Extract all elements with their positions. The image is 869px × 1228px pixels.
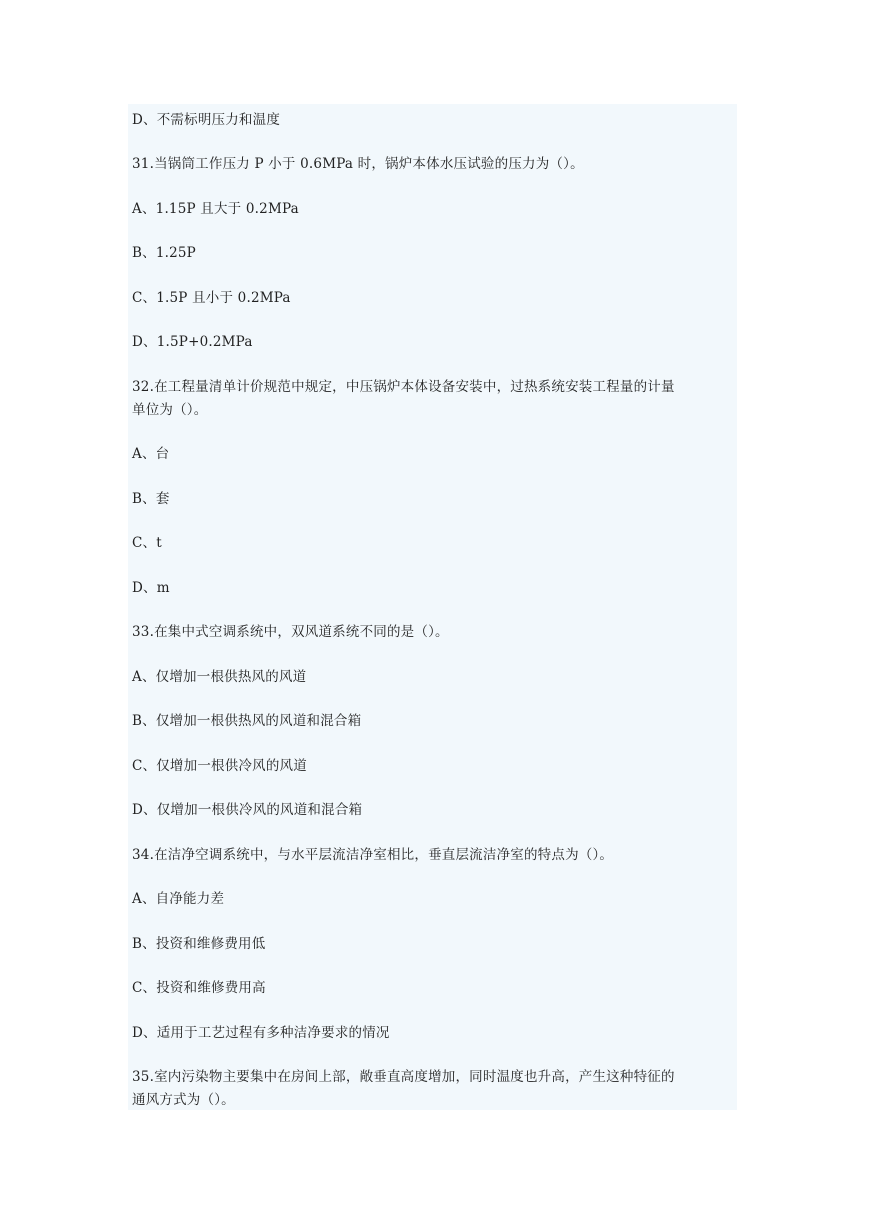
option-b-q31: B、1.25P xyxy=(132,245,196,261)
option-c-q32: C、t xyxy=(132,535,162,551)
option-b-q32: B、套 xyxy=(132,491,170,507)
option-d-q34: D、适用于工艺过程有多种洁净要求的情况 xyxy=(132,1025,390,1041)
option-a-q34: A、自净能力差 xyxy=(132,891,225,907)
question-34: 34.在洁净空调系统中，与水平层流洁净室相比，垂直层流洁净室的特点为（）。 xyxy=(132,847,614,863)
question-33: 33.在集中式空调系统中，双风道系统不同的是（）。 xyxy=(132,624,449,640)
option-d-q31: D、1.5P+0.2MPa xyxy=(132,334,253,350)
option-a-q31: A、1.15P 且大于 0.2MPa xyxy=(132,201,299,217)
option-d-q32: D、m xyxy=(132,580,170,596)
option-b-q33: B、仅增加一根供热风的风道和混合箱 xyxy=(132,713,362,729)
document-body xyxy=(128,104,737,1110)
question-35-line1: 35.室内污染物主要集中在房间上部，敞垂直高度增加，同时温度也升高，产生这种特征的 xyxy=(132,1069,675,1085)
option-d-q30: D、不需标明压力和温度 xyxy=(132,112,281,128)
option-d-q33: D、仅增加一根供冷风的风道和混合箱 xyxy=(132,802,363,818)
question-35-line2: 通风方式为（）。 xyxy=(132,1092,235,1108)
question-32-line1: 32.在工程量清单计价规范中规定，中压锅炉本体设备安装中，过热系统安装工程量的计量 xyxy=(132,379,675,395)
option-c-q34: C、投资和维修费用高 xyxy=(132,980,266,996)
option-a-q33: A、仅增加一根供热风的风道 xyxy=(132,669,307,685)
option-c-q31: C、1.5P 且小于 0.2MPa xyxy=(132,290,291,306)
option-c-q33: C、仅增加一根供冷风的风道 xyxy=(132,758,307,774)
option-b-q34: B、投资和维修费用低 xyxy=(132,936,266,952)
question-32-line2: 单位为（）。 xyxy=(132,402,208,418)
option-a-q32: A、台 xyxy=(132,446,170,462)
question-31: 31.当锅筒工作压力 P 小于 0.6MPa 时，锅炉本体水压试验的压力为（）。 xyxy=(132,156,584,172)
